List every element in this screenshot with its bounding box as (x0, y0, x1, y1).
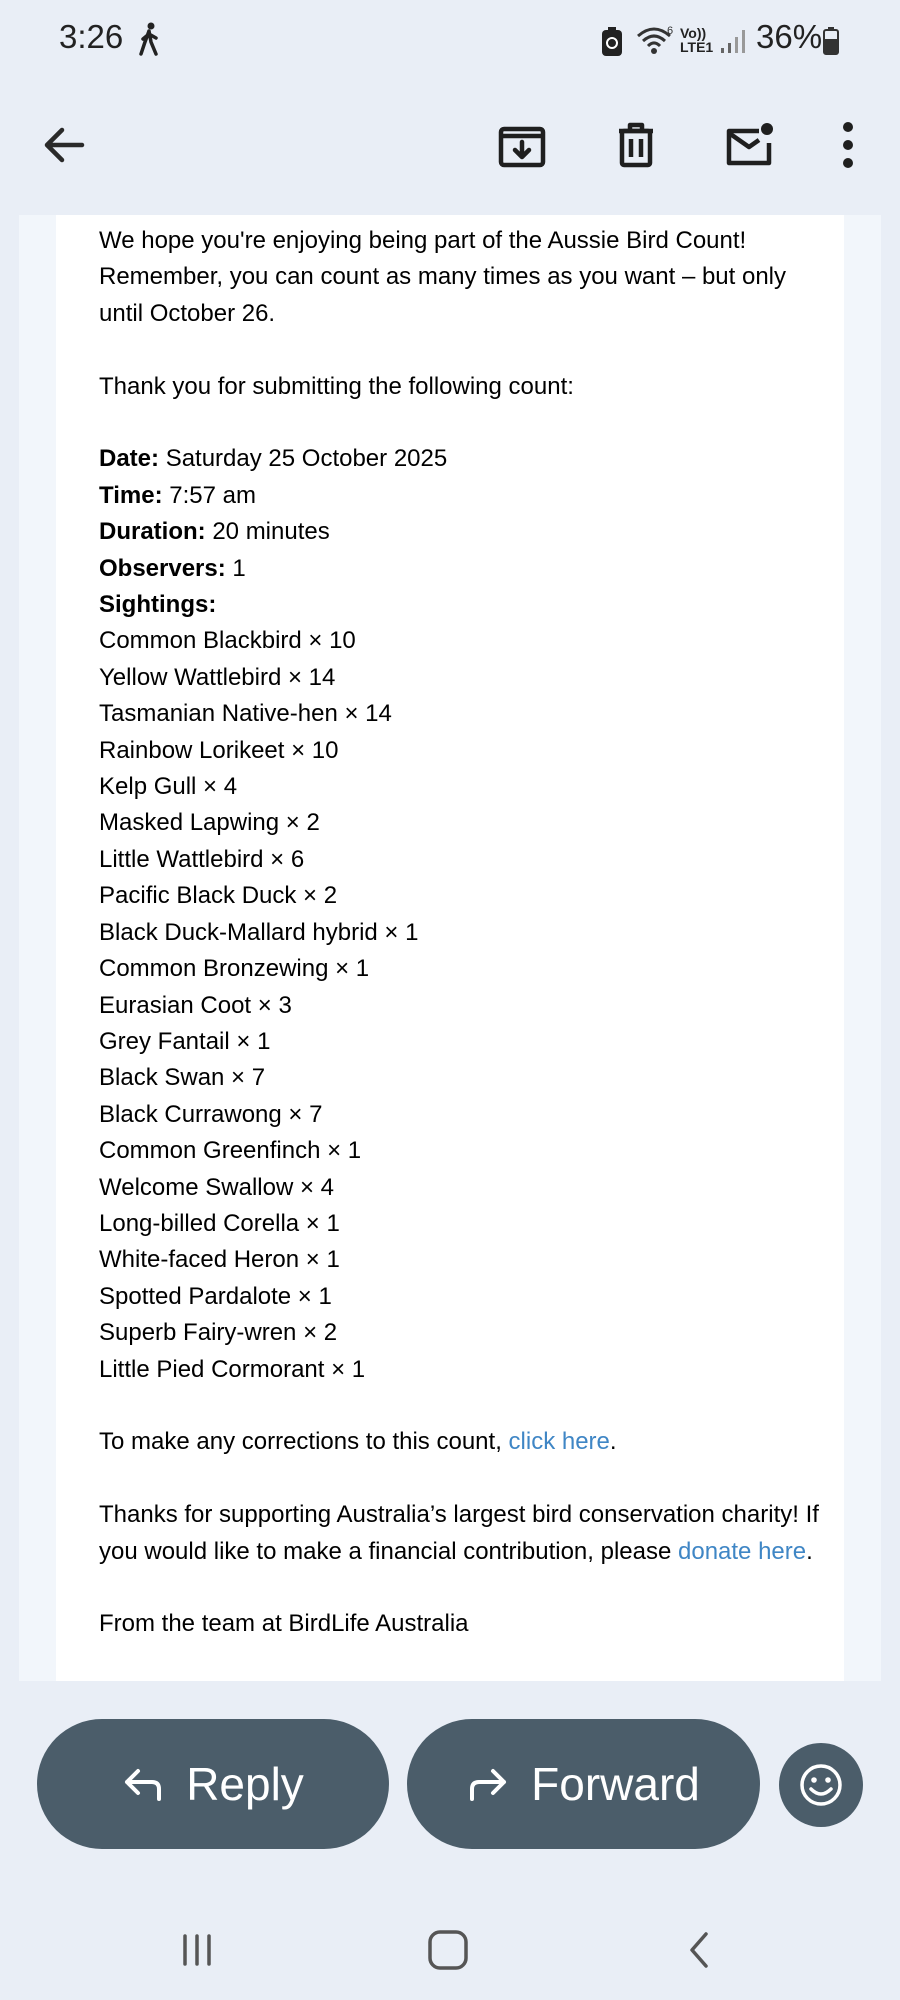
sightings-list (99, 623, 819, 1388)
delete-icon (610, 119, 662, 171)
forward-label: Forward (531, 1758, 700, 1810)
duration-row (99, 514, 819, 550)
support-end: . (806, 1537, 813, 1565)
system-back-button[interactable] (670, 1922, 730, 1978)
sighting-item: Common Greenfinch × 1 (99, 1137, 362, 1165)
sighting-item: Long-billed Corella × 1 (99, 1209, 340, 1237)
system-nav-bar (0, 1900, 900, 2000)
sighting-item: Kelp Gull × 4 (99, 773, 238, 801)
wifi-icon (636, 24, 676, 56)
sighting-item: Black Currawong × 7 (99, 1100, 323, 1128)
battery-icon (823, 27, 839, 55)
email-toolbar (0, 80, 900, 215)
observers-value: 1 (232, 554, 246, 582)
recent-apps-button[interactable] (167, 1922, 227, 1978)
back-arrow-icon (38, 119, 90, 171)
sightings-heading (99, 587, 819, 623)
date-value: Saturday 25 October 2025 (165, 445, 448, 473)
sighting-item: Black Swan × 7 (99, 1064, 266, 1092)
reply-icon (122, 1765, 164, 1803)
smiley-icon (798, 1762, 844, 1808)
donate-link[interactable]: donate here (678, 1537, 807, 1565)
volte-top-label: Vo)) (680, 25, 707, 41)
observers-label: Observers: (99, 554, 226, 582)
home-icon (426, 1928, 470, 1972)
duration-label: Duration: (99, 518, 206, 546)
date-label: Date: (99, 445, 160, 473)
support-paragraph (99, 1497, 819, 1570)
emoji-reaction-button[interactable] (779, 1743, 863, 1827)
corrections-text: To make any corrections to this count, (99, 1428, 509, 1456)
more-options-icon (822, 119, 874, 171)
reply-label: Reply (186, 1758, 304, 1810)
sighting-item: Rainbow Lorikeet × 10 (99, 736, 339, 764)
forward-button[interactable] (407, 1719, 760, 1849)
battery-saver-icon (600, 27, 624, 57)
forward-icon (467, 1765, 509, 1803)
sighting-item: Pacific Black Duck × 2 (99, 882, 338, 910)
status-bar (0, 0, 900, 80)
time-row (99, 478, 819, 514)
home-button[interactable] (418, 1922, 478, 1978)
signal-icon (720, 28, 748, 54)
recent-apps-icon (177, 1930, 217, 1970)
corrections-link[interactable]: click here (508, 1428, 610, 1456)
sighting-item: Superb Fairy-wren × 2 (99, 1319, 338, 1347)
archive-icon (496, 119, 548, 171)
sighting-item: Common Bronzewing × 1 (99, 955, 370, 983)
sighting-item: Black Duck-Mallard hybrid × 1 (99, 918, 419, 946)
status-time: 3:26 (59, 18, 124, 55)
volte-indicator (680, 26, 713, 54)
signoff: From the team at BirdLife Australia (99, 1610, 469, 1638)
corrections-end: . (609, 1428, 617, 1456)
sighting-item: Spotted Pardalote × 1 (99, 1282, 332, 1310)
delete-button[interactable] (601, 110, 671, 180)
observers-row (99, 551, 819, 587)
corrections-paragraph (99, 1424, 819, 1460)
reply-button[interactable] (37, 1719, 389, 1849)
time-value: 7:57 am (169, 481, 256, 509)
thanks-line: Thank you for submitting the following count: (99, 372, 574, 400)
time-label: Time: (99, 481, 163, 509)
sighting-item: Masked Lapwing × 2 (99, 809, 320, 837)
duration-value: 20 minutes (212, 518, 330, 546)
chevron-left-icon (680, 1930, 720, 1970)
sighting-item: Tasmanian Native-hen × 14 (99, 700, 392, 728)
sighting-item: Little Wattlebird × 6 (99, 845, 305, 873)
sighting-item: Grey Fantail × 1 (99, 1027, 271, 1055)
battery-percent: 36% (756, 18, 823, 55)
more-options-button[interactable] (813, 110, 883, 180)
sighting-item: White-faced Heron × 1 (99, 1246, 340, 1274)
sighting-item: Common Blackbird × 10 (99, 627, 356, 655)
walking-icon (137, 22, 161, 56)
support-text: Thanks for supporting Australia’s largest bird conservation charity! If you would like to make a financial contribution, please (99, 1501, 819, 1565)
volte-bottom-label: LTE1 (680, 39, 714, 55)
mark-unread-button[interactable] (714, 110, 784, 180)
sighting-item: Eurasian Coot × 3 (99, 991, 292, 1019)
intro-paragraph: We hope you're enjoying being part of the Aussie Bird Count! Remember, you can count as many times as you want – but only until October 26. (99, 227, 787, 327)
svg-text:6: 6 (667, 25, 674, 37)
sighting-item: Yellow Wattlebird × 14 (99, 663, 336, 691)
sightings-label: Sightings: (99, 591, 217, 619)
back-button[interactable] (29, 110, 99, 180)
date-row (99, 441, 819, 477)
sighting-item: Little Pied Cormorant × 1 (99, 1355, 366, 1383)
sighting-item: Welcome Swallow × 4 (99, 1173, 334, 1201)
archive-button[interactable] (487, 110, 557, 180)
email-body (99, 223, 819, 1643)
mark-unread-icon (723, 119, 775, 171)
